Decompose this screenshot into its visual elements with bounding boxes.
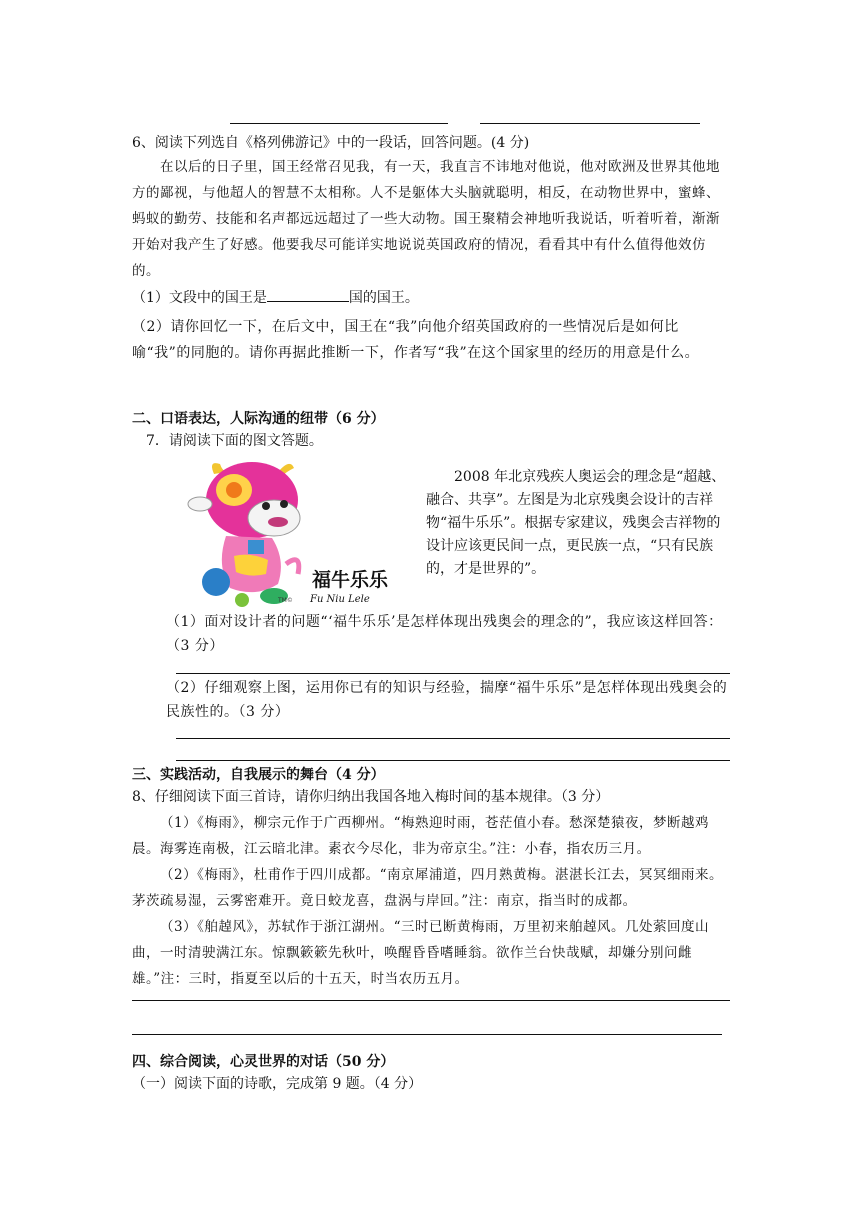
mascot-description: 2008 年北京残疾人奥运会的理念是“超越、融合、共享”。左图是为北京残奥会设计的吉祥物“福牛乐乐”。根据专家建议，残奥会吉祥物的设计应该更民间一点，更民族一点，“只有民族的，才是世界的”。	[426, 469, 726, 577]
question-7-sub1: （1）面对设计者的问题“‘福牛乐乐’是怎样体现出残奥会的理念的”，我应该这样回答：（3 分）	[166, 614, 723, 654]
fill-blank[interactable]	[267, 287, 349, 302]
poem-3: （3）《舶趠风》，苏轼作于浙江湖州。“三时已断黄梅雨，万里初来舶趠风。几处萦回度山曲，一时清驶满江东。惊飘簌簌先秋叶，唤醒昏昏嗜睡翁。欲作兰台快哉赋，却嫌分别问雌雄。”注：三时，指夏至以后的十五天，时当农历五月。	[132, 919, 709, 987]
mascot-cn-label: 福牛乐乐	[312, 569, 389, 591]
section-3-heading: 三、实践活动，自我展示的舞台（4 分）	[132, 767, 385, 783]
question-6-title: 6、阅读下列选自《格列佛游记》中的一段话，回答问题。(4 分)	[132, 135, 530, 151]
section-2-heading: 二、口语表达，人际沟通的纽带（6 分）	[132, 411, 385, 427]
mascot-image	[186, 456, 404, 608]
question-6-passage: 在以后的日子里，国王经常召见我，有一天，我直言不讳地对他说，他对欧洲及世界其他地方的鄙视，与他超人的智慧不太相称。人不是躯体大头脑就聪明，相反，在动物世界中，蜜蜂、蚂蚁的勤劳、技能和名声都远远超过了一些大动物。国王聚精会神地听我说话，听着听着，渐渐开始对我产生了好感。他要我尽可能详实地说说英国政府的情况，看看其中有什么值得他效仿的。	[132, 159, 720, 279]
question-6-sub1	[132, 286, 419, 310]
answer-line	[230, 123, 448, 124]
mascot-tm-label: TM©	[278, 597, 293, 604]
answer-line	[132, 1000, 730, 1001]
answer-line	[176, 760, 730, 761]
question-8-title: 8、仔细阅读下面三首诗，请你归纳出我国各地入梅时间的基本规律。（3 分）	[132, 789, 610, 805]
question-6-sub1-suffix: 国的国王。	[348, 290, 419, 306]
poem-1: （1）《梅雨》，柳宗元作于广西柳州。“梅熟迎时雨，苍茫值小春。愁深楚猿夜，梦断越鸡晨。海雾连南极，江云暗北津。素衣今尽化，非为帝京尘。”注：小春，指农历三月。	[132, 815, 709, 857]
section-4-heading: 四、综合阅读，心灵世界的对话（50 分）	[132, 1054, 395, 1070]
question-7-title: 7．请阅读下面的图文答题。	[146, 433, 323, 449]
question-6-sub2: （2）请你回忆一下，在后文中，国王在“我”向他介绍英国政府的一些情况后是如何比喻“我”的同胞的。请你再据此推断一下，作者写“我”在这个国家里的经历的用意是什么。	[132, 319, 700, 361]
answer-line	[132, 1034, 722, 1035]
answer-line	[176, 673, 730, 674]
poem-2: （2）《梅雨》，杜甫作于四川成都。“南京犀浦道，四月熟黄梅。湛湛长江去，冥冥细雨来。茅茨疏易湿，云雾密难开。竟日蛟龙喜，盘涡与岸回。”注：南京，指当时的成都。	[132, 867, 723, 909]
funiulele-mascot-icon	[186, 456, 404, 608]
answer-line	[176, 738, 730, 739]
question-6-sub1-text: （1）文段中的国王是	[132, 290, 267, 306]
answer-line	[480, 123, 700, 124]
mascot-en-label: Fu Niu Lele	[310, 594, 370, 605]
section-4-sub1: （一）阅读下面的诗歌，完成第 9 题。（4 分）	[132, 1076, 423, 1092]
question-7-sub2: （2）仔细观察上图，运用你已有的知识与经验，揣摩“福牛乐乐”是怎样体现出残奥会的民族性的。（3 分）	[166, 680, 728, 720]
